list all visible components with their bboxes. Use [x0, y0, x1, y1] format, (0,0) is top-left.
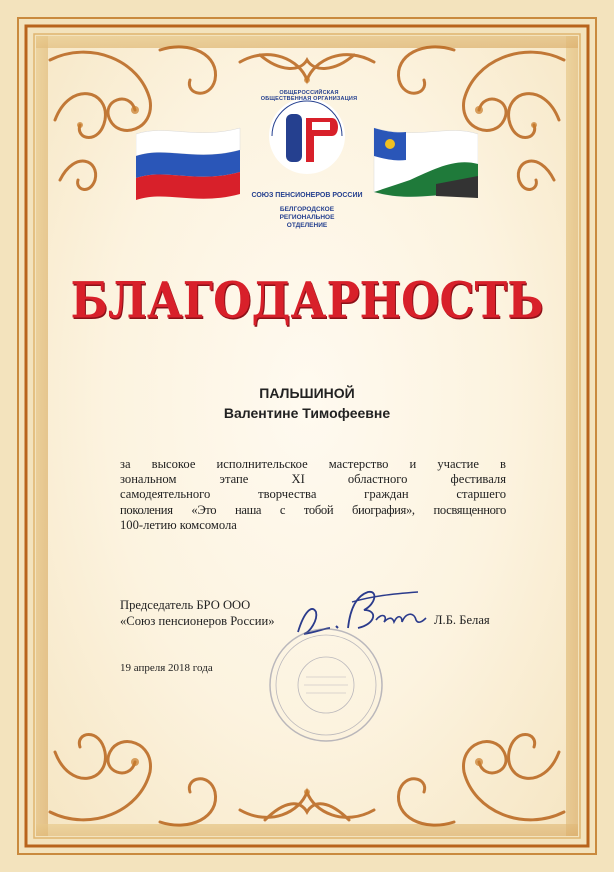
logo-arc-text: ОБЩЕРОССИЙСКАЯ ОБЩЕСТВЕННАЯ ОРГАНИЗАЦИЯ — [260, 90, 358, 102]
union-logo-icon — [269, 98, 345, 174]
reason-line: за высокое исполнительское мастерство и участие в — [120, 457, 506, 471]
reason-line: зональном этапе XI областного фестиваля — [120, 472, 506, 487]
reason-line: поколения «Это наша с тобой биография», посвященного — [120, 502, 506, 517]
reason-line: самодеятельного творчества граждан старшего — [120, 487, 506, 502]
recipient-block — [100, 383, 514, 423]
certificate-title: БЛАГОДАРНОСТЬ — [70, 272, 544, 331]
signatory-position: Председатель БРО ООО «Союз пенсионеров России» — [120, 598, 275, 628]
organization-emblem — [136, 88, 478, 238]
logo-region: БЕЛГОРОДСКОЕ РЕГИОНАЛЬНОЕ ОТДЕЛЕНИЕ — [279, 206, 335, 229]
award-reason — [120, 457, 506, 533]
russia-flag-icon — [136, 128, 240, 200]
recipient-surname: ПАЛЬШИНОЙ — [259, 385, 355, 401]
recipient-name: Валентине Тимофеевне — [223, 405, 391, 421]
signer-name: Л.Б. Белая — [434, 613, 490, 627]
logo-org-name: СОЮЗ ПЕНСИОНЕРОВ РОССИИ — [251, 192, 363, 199]
belgorod-flag-icon — [374, 128, 478, 198]
issue-date: 19 апреля 2018 года — [120, 662, 213, 674]
reason-line: 100-летию комсомола — [120, 517, 237, 532]
official-stamp — [266, 625, 386, 745]
